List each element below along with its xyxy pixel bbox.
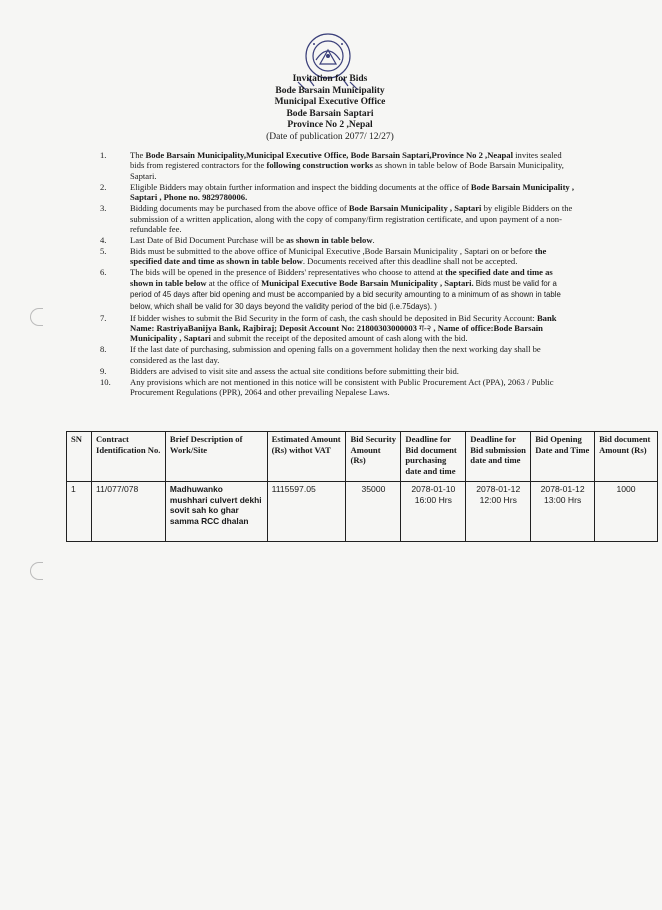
clause-item bbox=[100, 246, 576, 267]
clause-number: 5. bbox=[100, 246, 107, 257]
cell-opening: 2078-01-12 13:00 Hrs bbox=[531, 482, 595, 542]
header-estimated-amount: Estimated Amount (Rs) withot VAT bbox=[267, 432, 346, 482]
clause-text: Bank Name: RastriyaBanijya Bank, Rajbiraj; Deposit Account No: 21800303000003 bbox=[130, 312, 557, 334]
clause-item bbox=[100, 235, 576, 245]
clause-text: . bbox=[372, 235, 375, 246]
office-location: Bode Barsain Saptari bbox=[286, 108, 374, 119]
clause-item bbox=[100, 182, 576, 203]
bids-table bbox=[66, 431, 658, 542]
cell-purchase-deadline: 2078-01-10 16:00 Hrs bbox=[401, 482, 466, 542]
cell-bid-security: 35000 bbox=[346, 482, 401, 542]
clause-number: 10. bbox=[100, 376, 111, 387]
cell-estimated-amount: 1115597.05 bbox=[267, 482, 346, 542]
clause-item bbox=[100, 344, 576, 365]
clause-text: If bidder wishes to submit the Bid Security in the form of cash, the cash should be deposited in Bid Security Account: bbox=[130, 312, 537, 323]
clause-text: following construction works bbox=[266, 160, 373, 171]
clause-text: Bode Barsain Municipality,Municipal Executive Office, Bode Barsain Saptari,Province No 2 ,Neapal bbox=[145, 150, 513, 160]
cell-doc-amount: 1000 bbox=[595, 482, 658, 542]
clause-number: 4. bbox=[100, 235, 107, 246]
clause-text: Bids must be submitted to the above office of Municipal Executive ,Bode Barsain Municipality , Saptari on or before bbox=[130, 246, 535, 257]
header-purchase-deadline: Deadline for Bid document purchasing date and time bbox=[401, 432, 466, 482]
punch-hole-icon bbox=[30, 562, 43, 580]
clause-item bbox=[100, 377, 576, 398]
office-name: Municipal Executive Office bbox=[274, 97, 386, 107]
clause-text: the specified date and time as shown in table below bbox=[130, 246, 547, 267]
clause-text: and submit the receipt of the deposited amount of cash along with the bid. bbox=[210, 333, 468, 344]
clause-text: Bidding documents may be purchased from the above office of bbox=[130, 203, 349, 214]
clause-item bbox=[100, 267, 576, 312]
clause-text: by eligible Bidders on the submission of a written application, along with the copy of company/firm registration certificate, and upon payment of a non-refundable fee. bbox=[130, 203, 573, 235]
clause-text: Bidders are advised to visit site and assess the actual site conditions before submitting their bid. bbox=[130, 365, 459, 376]
clause-item bbox=[100, 313, 576, 344]
header-bid-security: Bid Security Amount (Rs) bbox=[346, 432, 401, 482]
clause-text: The bbox=[130, 150, 146, 160]
publication-date: (Date of publication 2077/ 12/27) bbox=[266, 131, 394, 142]
header-opening: Bid Opening Date and Time bbox=[531, 432, 595, 482]
clause-text: Eligible Bidders may obtain further information and inspect the bidding documents at the office of bbox=[130, 181, 471, 192]
cell-contract-id: 11/077/078 bbox=[91, 482, 165, 542]
cell-sn: 1 bbox=[67, 482, 92, 542]
clause-text: Bode Barsain Municipality , Saptari bbox=[348, 203, 482, 214]
clause-text: at the office of bbox=[206, 277, 262, 288]
header-submission-deadline: Deadline for Bid submission date and time bbox=[466, 432, 531, 482]
clause-text: , Name of office:Bode Barsain Municipality , Saptari bbox=[130, 323, 543, 344]
clause-text: Municipal Executive Bode Barsain Municipality , Saptari. bbox=[261, 277, 474, 288]
punch-hole-icon bbox=[30, 308, 43, 326]
header-doc-amount: Bid document Amount (Rs) bbox=[595, 432, 658, 482]
clause-number: 6. bbox=[100, 267, 107, 278]
clause-text: invites sealed bids from registered contractors for the bbox=[130, 150, 562, 171]
clause-number: 2. bbox=[100, 181, 107, 192]
cell-submission-deadline: 2078-01-12 12:00 Hrs bbox=[466, 482, 531, 542]
header-sn: SN bbox=[67, 432, 92, 482]
header-description: Brief Description of Work/Site bbox=[165, 432, 267, 482]
clause-number: 9. bbox=[100, 365, 107, 376]
clause-text: Bode Barsain Municipality , Saptari , Phone no. 9829780006. bbox=[130, 181, 575, 203]
clause-text: as shown in table below of Bode Barsain Municipality, Saptari. bbox=[130, 160, 564, 181]
clause-text: If the last date of purchasing, submission and opening falls on a government holiday then the next working day shall be considered as the last day. bbox=[130, 344, 541, 365]
clause-number: 1. bbox=[100, 150, 107, 160]
notice-clauses bbox=[100, 150, 576, 398]
clause-number: 7. bbox=[100, 312, 107, 323]
clause-text: the specified date and time as shown in table below bbox=[130, 267, 553, 288]
header-contract-id: Contract Identification No. bbox=[91, 432, 165, 482]
clause-text: Last Date of Bid Document Purchase will be bbox=[130, 235, 287, 246]
clause-text: ग-२ bbox=[419, 323, 432, 334]
table-header-row bbox=[67, 432, 658, 482]
notice-title: Invitation for Bids bbox=[292, 74, 368, 84]
clause-item bbox=[100, 150, 576, 181]
table-row bbox=[67, 482, 658, 542]
cell-description: Madhuwanko mushhari culvert dekhi sovit sah ko ghar samma RCC dhalan bbox=[165, 482, 267, 542]
clause-text: Bids must be valid for a period of 45 days after bid opening and must be accompanied by a bid security amounting to a minimum of as shown in table below, which shall be valid for 30 days beyond the validity period of the bid (i.e.75days). ) bbox=[130, 278, 561, 311]
province-name: Province No 2 ,Nepal bbox=[287, 120, 373, 130]
municipality-name: Bode Barsain Municipality bbox=[275, 85, 385, 96]
clause-number: 3. bbox=[100, 203, 107, 214]
notice-header bbox=[180, 74, 480, 143]
clause-text: The bids will be opened in the presence of Bidders' representatives who choose to attend at bbox=[130, 267, 446, 278]
clause-item bbox=[100, 203, 576, 234]
clause-item bbox=[100, 366, 576, 376]
clause-number: 8. bbox=[100, 344, 107, 355]
clause-text: . Documents received after this deadline shall not be accepted. bbox=[302, 256, 518, 267]
clause-text: Any provisions which are not mentioned in this notice will be consistent with Public Procurement Act (PPA), 2063 / Public Procurement Regulations (PPR), 2064 and other prevailing Nepalese Laws. bbox=[130, 376, 554, 398]
clause-text: as shown in table below bbox=[286, 235, 373, 246]
